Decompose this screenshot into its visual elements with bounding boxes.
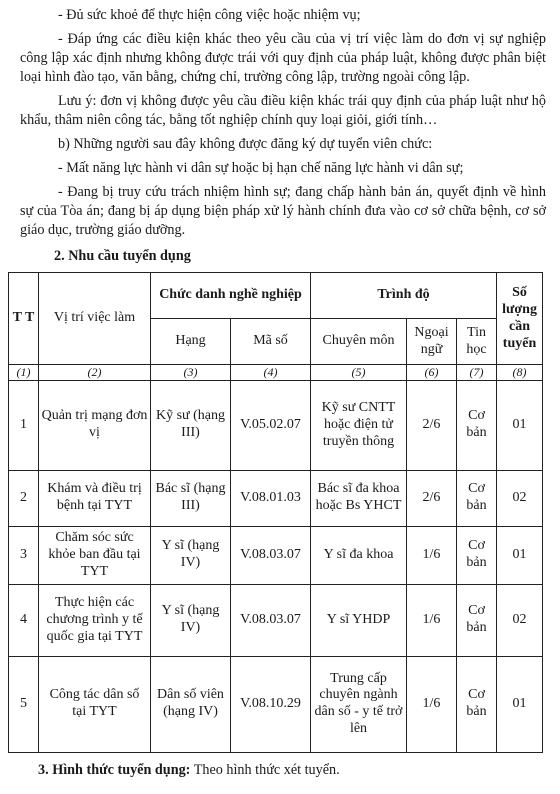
header-specialty: Chuyên môn — [311, 319, 407, 365]
cell-rank: Dân số viên (hạng IV) — [151, 656, 231, 752]
section-3-label: 3. Hình thức tuyển dụng: — [38, 761, 191, 778]
cell-quantity: 02 — [497, 470, 543, 526]
cell-rank: Bác sĩ (hạng III) — [151, 470, 231, 526]
cell-position: Thực hiện các chương trình y tế quốc gia tại TYT — [39, 584, 151, 656]
cell-position: Chăm sóc sức khỏe ban đầu tại TYT — [39, 526, 151, 584]
cell-language: 2/6 — [407, 380, 457, 470]
cell-specialty: Y sĩ đa khoa — [311, 526, 407, 584]
table-row — [9, 470, 543, 526]
paragraph-note: Lưu ý: đơn vị không được yêu cầu điều kiện khác trái quy định của pháp luật như hộ khẩu, thâm niên công tác, bằng tốt nghiệp chính quy loại giỏi, giới tính… — [20, 93, 546, 129]
cell-it: Cơ bản — [457, 656, 497, 752]
header-rank: Hạng — [151, 319, 231, 365]
index-cell: (4) — [231, 365, 311, 380]
cell-rank: Y sĩ (hạng IV) — [151, 526, 231, 584]
cell-specialty: Y sĩ YHDP — [311, 584, 407, 656]
cell-specialty: Trung cấp chuyên ngành dân số - y tế trở lên — [311, 656, 407, 752]
header-it: Tin học — [457, 319, 497, 365]
header-quantity: Số lượng cần tuyển — [497, 273, 543, 365]
cell-position: Khám và điều trị bệnh tại TYT — [39, 470, 151, 526]
cell-code: V.05.02.07 — [231, 380, 311, 470]
cell-language: 1/6 — [407, 526, 457, 584]
header-code: Mã số — [231, 319, 311, 365]
section-2-heading: 2. Nhu cầu tuyển dụng — [54, 248, 191, 265]
cell-quantity: 01 — [497, 526, 543, 584]
index-cell: (3) — [151, 365, 231, 380]
section-3-text: Theo hình thức xét tuyển. — [190, 761, 340, 778]
cell-it: Cơ bản — [457, 584, 497, 656]
cell-tt: 2 — [9, 470, 39, 526]
cell-quantity: 01 — [497, 380, 543, 470]
cell-tt: 5 — [9, 656, 39, 752]
cell-specialty: Kỹ sư CNTT hoặc điện tử truyền thông — [311, 380, 407, 470]
table-row — [9, 584, 543, 656]
cell-language: 1/6 — [407, 584, 457, 656]
paragraph-ineligible-2: - Đang bị truy cứu trách nhiệm hình sự; đang chấp hành bản án, quyết định về hình sự của Tòa án; đang bị áp dụng biện pháp xử lý hành chính đưa vào cơ sở chữa bệnh, cơ sở giáo dục, trường giáo dưỡng. — [20, 184, 546, 239]
cell-rank: Y sĩ (hạng IV) — [151, 584, 231, 656]
recruitment-table — [8, 272, 543, 752]
cell-it: Cơ bản — [457, 470, 497, 526]
header-language: Ngoại ngữ — [407, 319, 457, 365]
paragraph-other-conditions: - Đáp ứng các điều kiện khác theo yêu cầu của vị trí việc làm do đơn vị sự nghiệp công lập xác định nhưng không được trái với quy định của pháp luật, không được phân biệt loại hình đào tạo, văn bằng, chứng chỉ, trường công lập, trường ngoài công lập. — [20, 31, 546, 86]
paragraph-ineligible-1: - Mất năng lực hành vi dân sự hoặc bị hạn chế năng lực hành vi dân sự; — [58, 160, 464, 177]
cell-language: 1/6 — [407, 656, 457, 752]
paragraph-ineligible-intro: b) Những người sau đây không được đăng ký dự tuyển viên chức: — [58, 136, 433, 153]
index-cell: (6) — [407, 365, 457, 380]
table-row — [9, 380, 543, 470]
table-row — [9, 656, 543, 752]
cell-quantity: 01 — [497, 656, 543, 752]
cell-tt: 4 — [9, 584, 39, 656]
header-title: Chức danh nghề nghiệp — [151, 273, 311, 319]
cell-tt: 3 — [9, 526, 39, 584]
paragraph-health: - Đủ sức khoẻ để thực hiện công việc hoặc nhiệm vụ; — [58, 7, 361, 23]
cell-rank: Kỹ sư (hạng III) — [151, 380, 231, 470]
header-tt: T T — [9, 273, 39, 365]
cell-it: Cơ bản — [457, 380, 497, 470]
cell-tt: 1 — [9, 380, 39, 470]
cell-code: V.08.10.29 — [231, 656, 311, 752]
index-cell: (5) — [311, 365, 407, 380]
section-3-line — [38, 761, 546, 780]
index-cell: (7) — [457, 365, 497, 380]
cell-specialty: Bác sĩ đa khoa hoặc Bs YHCT — [311, 470, 407, 526]
cell-it: Cơ bản — [457, 526, 497, 584]
index-cell: (2) — [39, 365, 151, 380]
index-cell: (1) — [9, 365, 39, 380]
header-position: Vị trí việc làm — [39, 273, 151, 365]
cell-code: V.08.01.03 — [231, 470, 311, 526]
index-row — [9, 365, 543, 380]
header-qualification: Trình độ — [311, 273, 497, 319]
index-cell: (8) — [497, 365, 543, 380]
cell-quantity: 02 — [497, 584, 543, 656]
cell-language: 2/6 — [407, 470, 457, 526]
cell-code: V.08.03.07 — [231, 584, 311, 656]
table-row — [9, 526, 543, 584]
cell-position: Công tác dân số tại TYT — [39, 656, 151, 752]
cell-code: V.08.03.07 — [231, 526, 311, 584]
cell-position: Quản trị mạng đơn vị — [39, 380, 151, 470]
